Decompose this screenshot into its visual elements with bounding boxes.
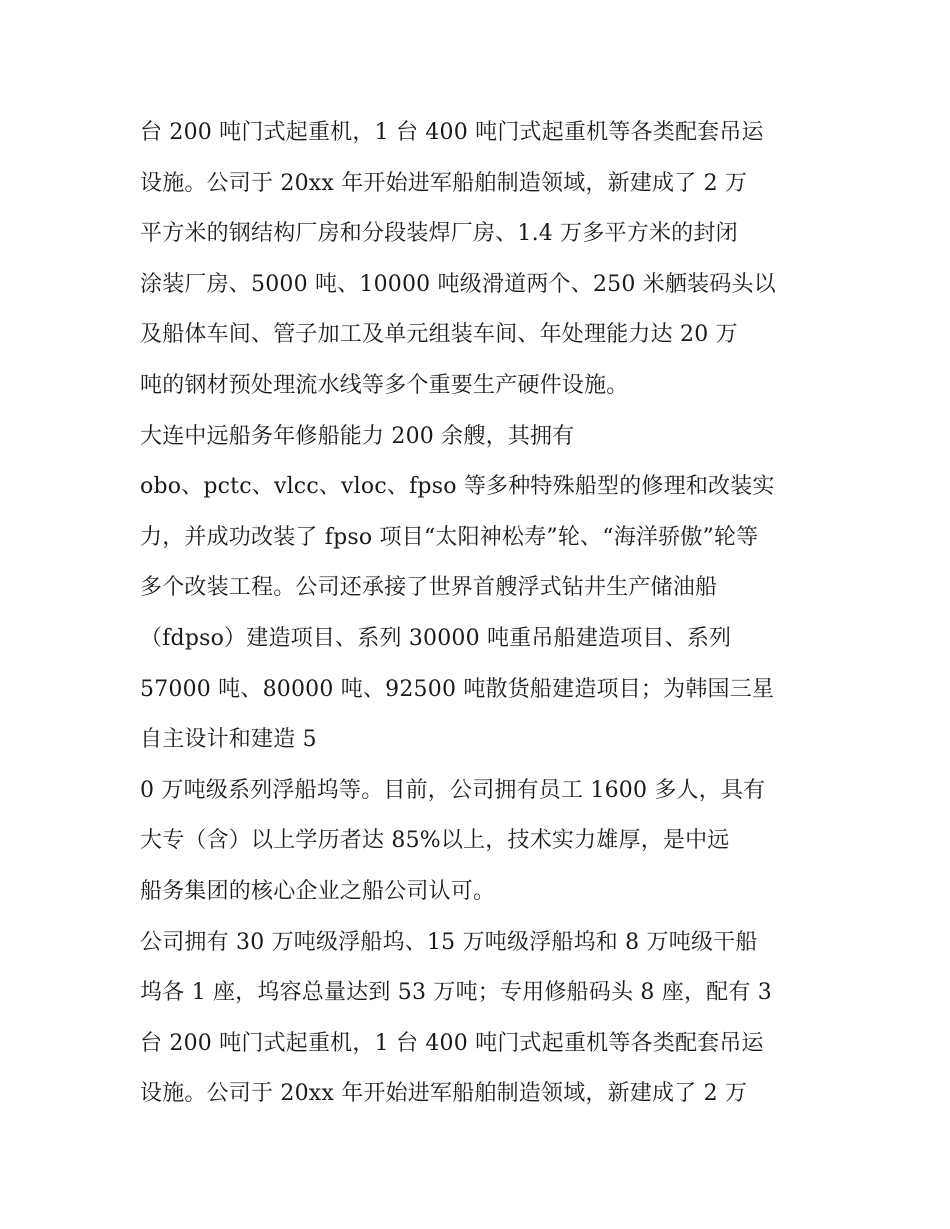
text-line: 船务集团的核心企业之船公司认可。 — [140, 878, 496, 904]
text-line: 涂装厂房、5000 吨、10000 吨级滑道两个、250 米舾装码头以 — [140, 271, 776, 297]
text-line: 57000 吨、80000 吨、92500 吨散货船建造项目；为韩国三星 — [140, 676, 775, 702]
text-line: obo、pctc、vlcc、vloc、fpso 等多种特殊船型的修理和改装实 — [140, 474, 775, 500]
text-line: 设施。公司于 20xx 年开始进军船舶制造领域，新建成了 2 万 — [140, 1081, 748, 1107]
text-line: 平方米的钢结构厂房和分段装焊厂房、1.4 万多平方米的封闭 — [140, 221, 738, 247]
text-line: 及船体车间、管子加工及单元组装车间、年处理能力达 20 万 — [140, 322, 738, 348]
text-line: 大专（含）以上学历者达 85%以上，技术实力雄厚，是中远 — [140, 828, 730, 854]
text-line: 台 200 吨门式起重机，1 台 400 吨门式起重机等各类配套吊运 — [140, 120, 764, 145]
text-line: 力，并成功改装了 fpso 项目“太阳神松寿”轮、“海洋骄傲”轮等 — [140, 524, 759, 550]
text-line: 设施。公司于 20xx 年开始进军船舶制造领域，新建成了 2 万 — [140, 170, 748, 196]
text-line: 大连中远船务年修船能力 200 余艘，其拥有 — [140, 423, 575, 449]
text-line: 0 万吨级系列浮船坞等。目前，公司拥有员工 1600 多人，具有 — [140, 777, 766, 803]
body-text — [140, 108, 830, 1120]
text-line: 台 200 吨门式起重机，1 台 400 吨门式起重机等各类配套吊运 — [140, 1030, 764, 1056]
text-line: （fdpso）建造项目、系列 30000 吨重吊船建造项目、系列 — [140, 625, 732, 651]
text-line: 坞各 1 座，坞容总量达到 53 万吨；专用修船码头 8 座，配有 3 — [140, 980, 772, 1006]
text-line: 公司拥有 30 万吨级浮船坞、15 万吨级浮船坞和 8 万吨级干船 — [140, 929, 758, 955]
text-line: 自主设计和建造 5 — [140, 727, 317, 753]
text-line: 吨的钢材预处理流水线等多个重要生产硬件设施。 — [140, 372, 629, 398]
text-line: 多个改装工程。公司还承接了世界首艘浮式钻井生产储油船 — [140, 575, 718, 601]
